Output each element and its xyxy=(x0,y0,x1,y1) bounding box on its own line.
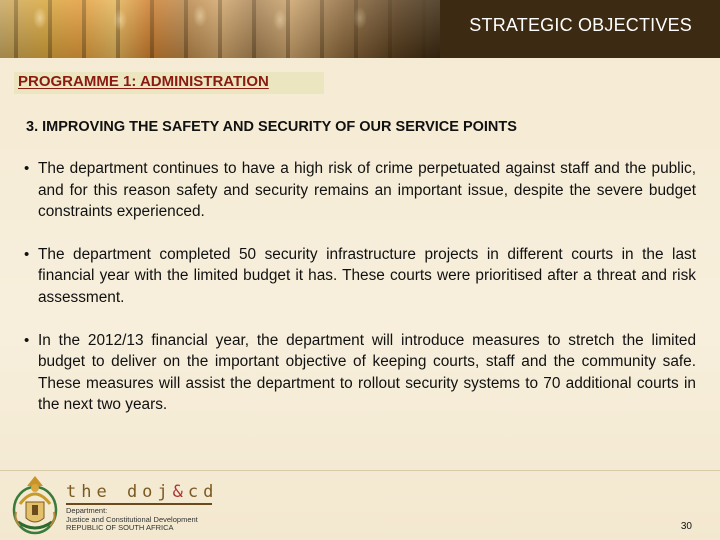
brand-sub-line-1: Department: xyxy=(66,506,108,515)
brand-sub-line-2: Justice and Constitutional Development xyxy=(66,514,198,524)
bullet-list xyxy=(24,158,696,437)
bullet-dot-icon: • xyxy=(24,160,30,177)
footer-divider xyxy=(0,470,720,471)
programme-label: PROGRAMME 1: ADMINISTRATION xyxy=(18,73,269,90)
page-number: 30 xyxy=(680,521,692,532)
bullet-item xyxy=(24,244,696,309)
header-banner xyxy=(0,0,720,58)
banner-photo-strip xyxy=(0,0,440,58)
coat-of-arms-icon xyxy=(10,474,60,536)
bullet-dot-icon: • xyxy=(24,245,30,263)
brand-underline xyxy=(66,503,212,505)
bullet-text: The department continues to have a high risk of crime perpetuated against staff and the public, and for this reason safety and security remains an important issue, despite the severe budget constraints experienced. xyxy=(38,160,696,221)
bullet-text: The department completed 50 security infrastructure projects in different courts in the last financial year with the limited budget it has. These courts were prioritised after a threat and risk assessment. xyxy=(38,245,696,306)
brand-department-text xyxy=(66,507,198,533)
brand-sub-line-3: REPUBLIC OF SOUTH AFRICA xyxy=(66,523,174,532)
bullet-text: In the 2012/13 financial year, the department will introduce measures to stretch the limited budget to deliver on the important objective of keeping courts, staff and the community safe. These measures will assist the department to rollout security systems to 70 additional courts in the next two years. xyxy=(38,331,696,414)
bullet-item xyxy=(24,158,696,223)
brand-suffix: cd xyxy=(187,482,219,502)
bullet-item xyxy=(24,330,696,416)
brand-prefix: the doj xyxy=(66,482,173,502)
section-heading: 3. IMPROVING THE SAFETY AND SECURITY OF OUR SERVICE POINTS xyxy=(26,119,517,135)
bullet-dot-icon: • xyxy=(24,331,30,349)
brand-wordmark xyxy=(66,482,218,502)
brand-ampersand: & xyxy=(172,482,188,502)
slide-title: STRATEGIC OBJECTIVES xyxy=(469,15,692,35)
